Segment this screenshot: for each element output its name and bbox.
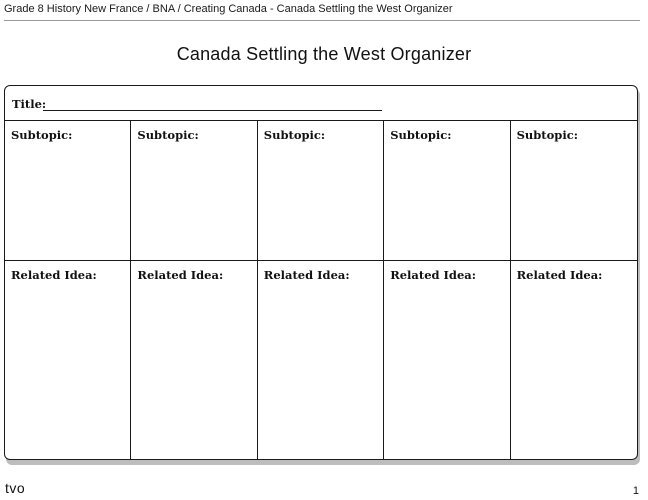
related-idea-label: Related Idea: [137, 268, 224, 282]
subtopic-cell[interactable] [258, 121, 384, 261]
related-idea-cell[interactable] [511, 261, 637, 459]
title-write-line[interactable] [43, 110, 382, 111]
subtopic-label: Subtopic: [516, 128, 578, 142]
related-idea-cell[interactable] [131, 261, 257, 459]
subtopic-cell[interactable] [131, 121, 257, 261]
title-label: Title: [12, 97, 47, 111]
related-idea-cell[interactable] [5, 261, 131, 459]
related-idea-cell[interactable] [258, 261, 384, 459]
page-title: Canada Settling the West Organizer [176, 44, 472, 64]
page-number: 1 [632, 485, 639, 497]
subtopic-cell[interactable] [511, 121, 637, 261]
tvo-logo: tvo [5, 480, 26, 496]
header-divider [4, 20, 640, 21]
subtopic-label: Subtopic: [263, 128, 326, 142]
related-idea-label: Related Idea: [390, 268, 476, 282]
subtopic-label: Subtopic: [390, 128, 452, 142]
related-idea-cell[interactable] [384, 261, 510, 459]
related-idea-label: Related Idea: [516, 268, 603, 282]
breadcrumb: Grade 8 History New France / BNA / Creating Canada - Canada Settling the West Organizer [4, 3, 453, 15]
related-idea-label: Related Idea: [263, 268, 350, 282]
subtopic-label: Subtopic: [137, 128, 199, 142]
subtopic-cell[interactable] [384, 121, 510, 261]
title-row [5, 86, 637, 121]
graphic-organizer [4, 85, 638, 460]
subtopic-cell[interactable] [5, 121, 131, 261]
organizer-grid [5, 121, 637, 459]
related-idea-label: Related Idea: [11, 268, 97, 282]
subtopic-label: Subtopic: [11, 128, 73, 142]
